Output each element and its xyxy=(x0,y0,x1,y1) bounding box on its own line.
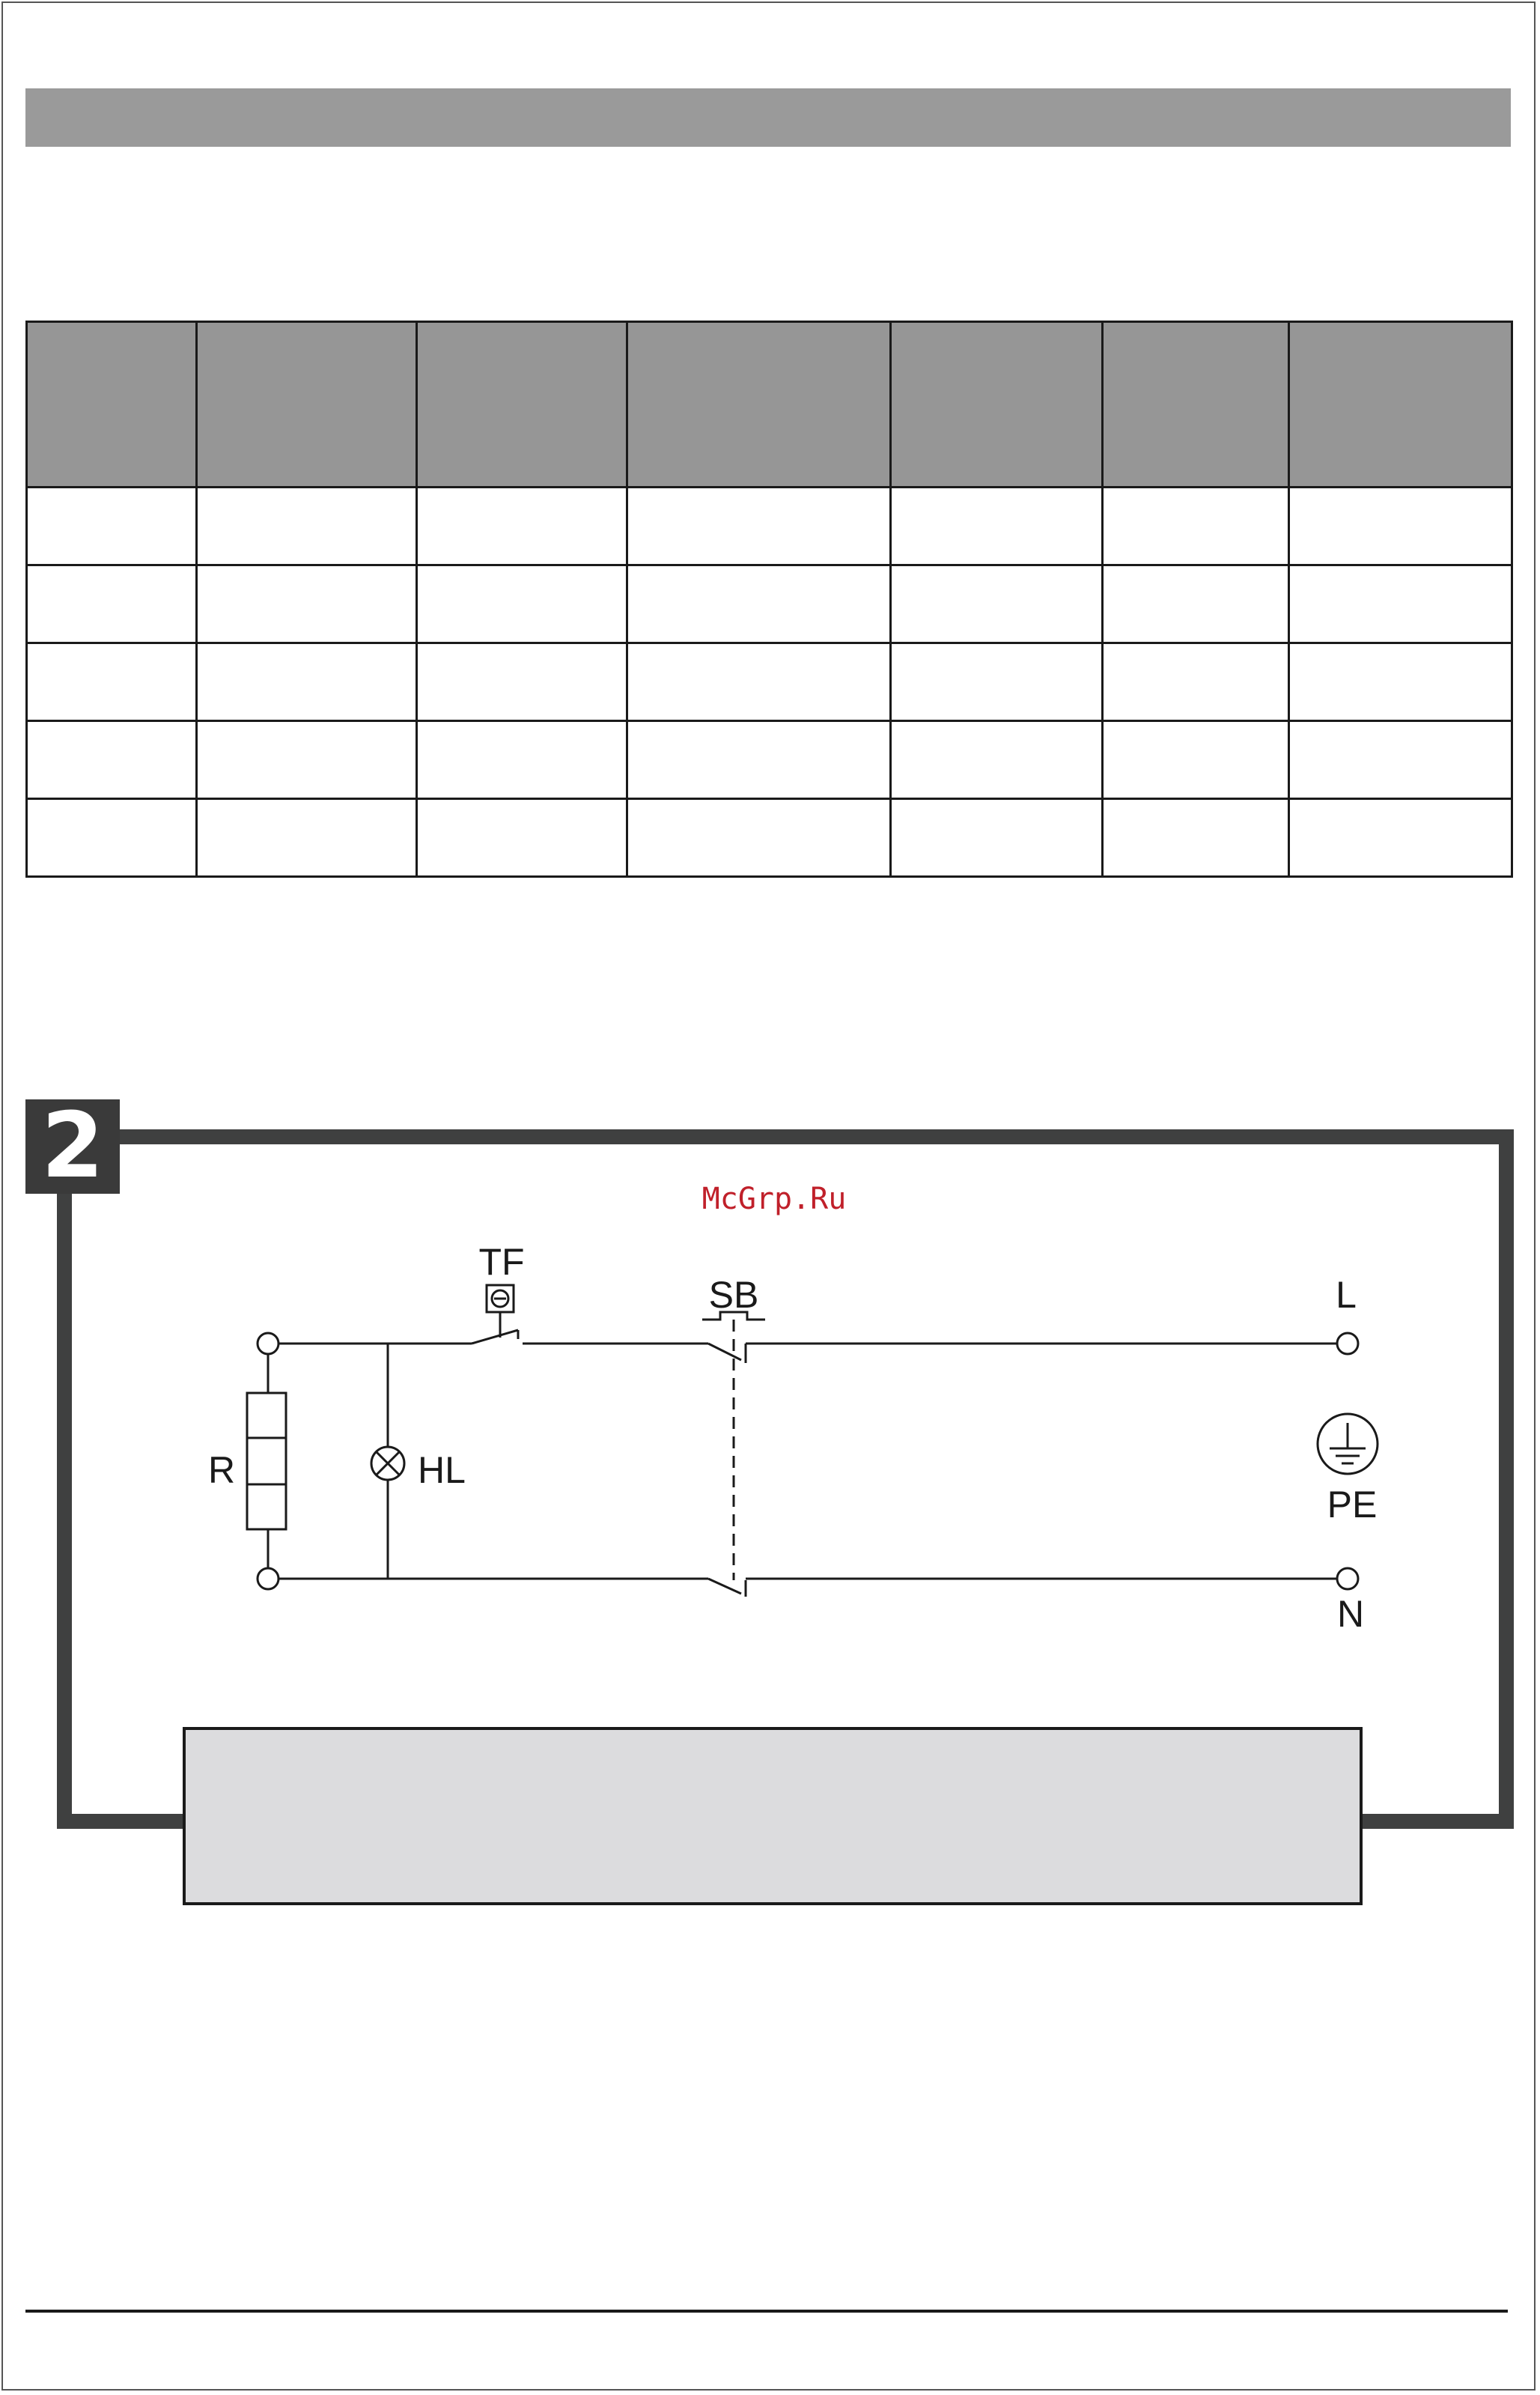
label-sb: SB xyxy=(708,1274,759,1316)
watermark-text: McGrp.Ru xyxy=(701,1182,847,1216)
diagram-caption-box xyxy=(183,1727,1363,1905)
resistor-body xyxy=(247,1393,286,1529)
thermostat-contact xyxy=(472,1330,518,1344)
terminal-l xyxy=(1337,1333,1358,1354)
footer-rule xyxy=(25,2310,1508,2313)
terminal-n xyxy=(1337,1568,1358,1589)
switch-bottom-contact xyxy=(708,1579,741,1594)
label-r: R xyxy=(207,1449,236,1491)
figure-number: 2 xyxy=(41,1094,104,1198)
terminal-left-bottom xyxy=(258,1568,279,1589)
terminal-left-top xyxy=(258,1333,279,1354)
switch-top-contact xyxy=(708,1344,741,1360)
label-hl: HL xyxy=(418,1449,466,1491)
figure-number-badge xyxy=(25,1094,120,1198)
label-n: N xyxy=(1336,1593,1365,1635)
label-tf: TF xyxy=(478,1241,525,1283)
label-l: L xyxy=(1336,1274,1357,1316)
diagram-frame xyxy=(64,1137,1506,1821)
label-pe: PE xyxy=(1327,1484,1378,1526)
